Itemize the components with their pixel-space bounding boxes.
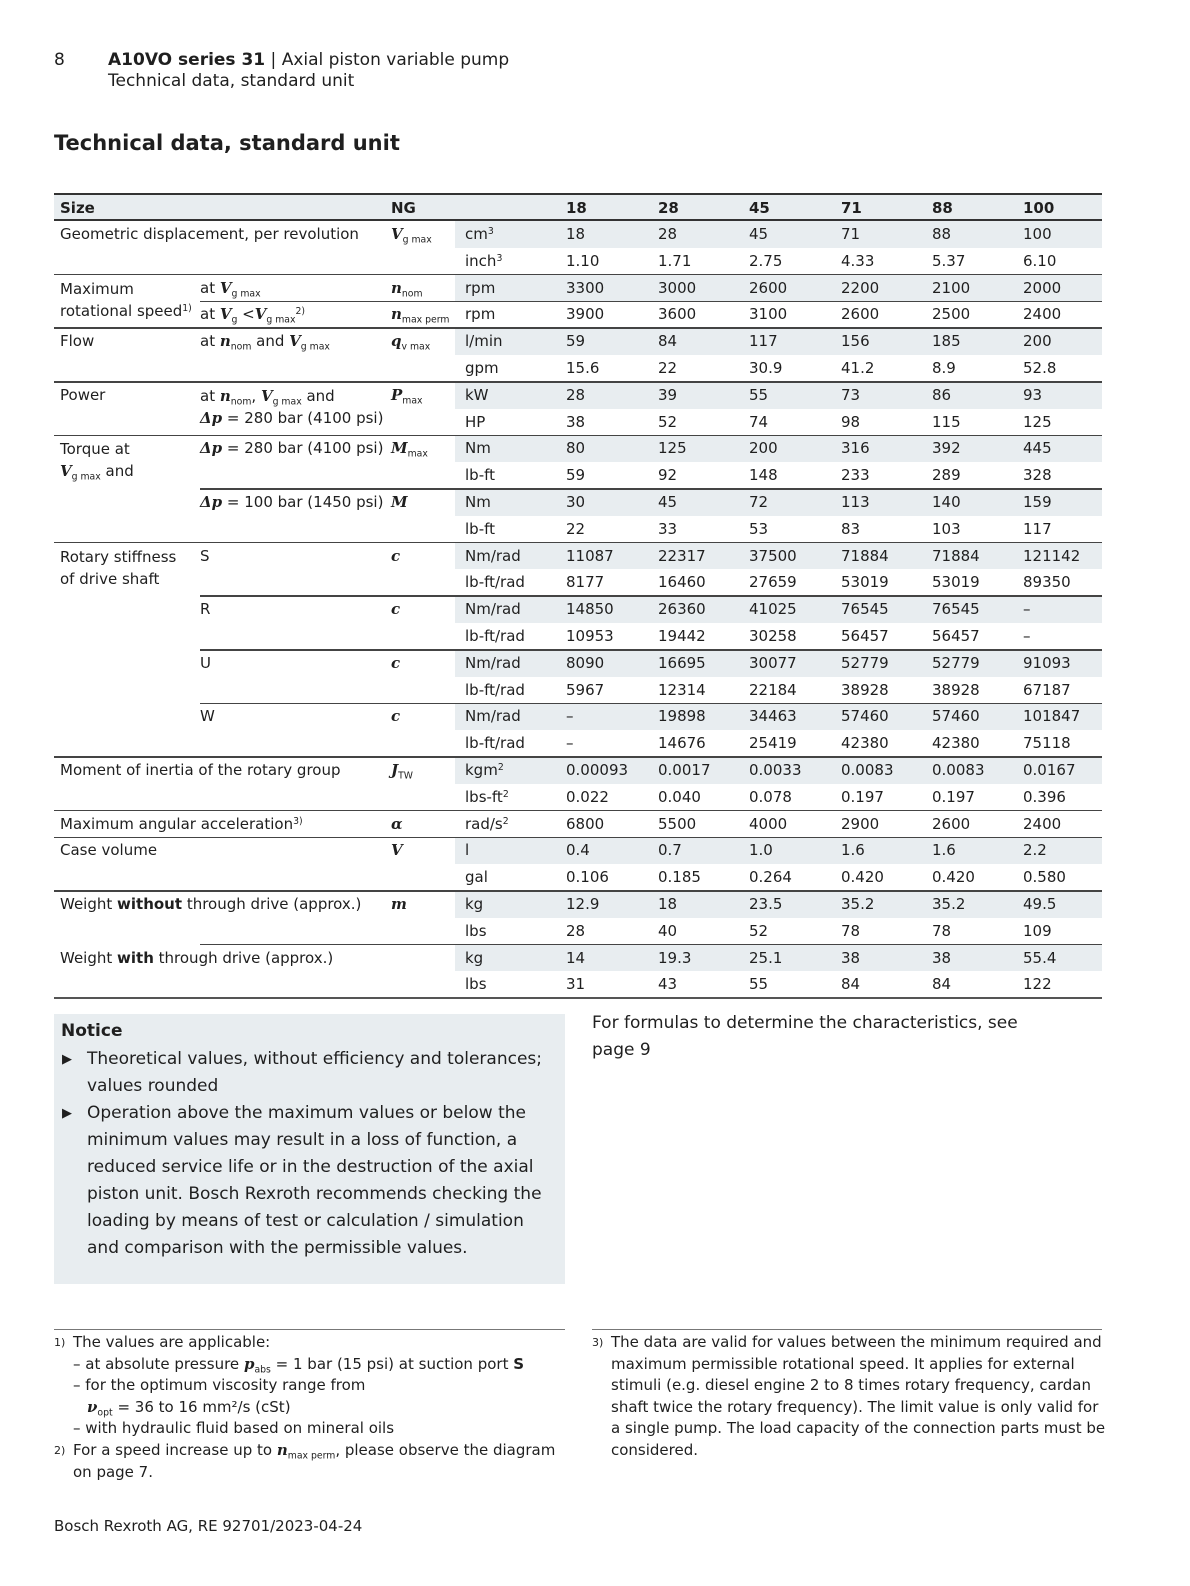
value-cell: 55.4: [1023, 948, 1057, 967]
condition-label: Δp = 280 bar (4100 psi): [200, 439, 384, 458]
value-cell: 0.420: [841, 868, 884, 887]
value-cell: 3000: [658, 278, 697, 297]
footnote-3: 3) The data are valid for values between the minimum required and maximum permissible rotational speed. It applies for external stimuli (e.g. diesel engine 2 to 8 times rotary frequency, cardan shaft twice the rotary frequency). The limit value is only valid for a single pump. The load capacity of the connection parts must be considered.: [592, 1333, 1106, 1459]
unit: lbs: [465, 921, 487, 940]
table-row: [54, 650, 1102, 677]
value-cell: 2000: [1023, 278, 1062, 297]
notice-title: Notice: [61, 1021, 123, 1041]
value-cell: 5500: [658, 814, 697, 833]
condition-label: Δp = 100 bar (1450 psi): [200, 492, 384, 511]
value-cell: 22: [658, 358, 678, 377]
value-cell: 0.0167: [1023, 760, 1076, 779]
value-cell: 2400: [1023, 814, 1062, 833]
unit: Nm/rad: [465, 546, 521, 565]
value-cell: 45: [749, 225, 769, 243]
value-cell: 74: [749, 412, 769, 431]
symbol: $n_{max perm}$: [391, 305, 450, 326]
value-cell: 18: [658, 894, 678, 913]
size-header: Size: [60, 199, 95, 217]
value-cell: 30: [566, 492, 586, 511]
table-row: [54, 864, 1102, 891]
value-cell: 8090: [566, 653, 605, 672]
value-cell: 328: [1023, 466, 1052, 485]
value-cell: 92: [658, 466, 678, 485]
value-cell: 8.9: [932, 358, 956, 377]
value-cell: 159: [1023, 492, 1052, 511]
symbol: $J_{TW}$: [391, 760, 413, 782]
value-cell: 78: [932, 921, 952, 940]
value-cell: 84: [841, 975, 861, 994]
footnote-divider: [592, 1329, 1102, 1330]
value-cell: 53019: [841, 573, 889, 592]
value-cell: 3100: [749, 305, 788, 324]
value-cell: 25419: [749, 734, 797, 753]
symbol: $M_{max}$: [391, 439, 428, 460]
value-cell: 23.5: [749, 894, 783, 913]
symbol: c: [391, 600, 401, 619]
running-header: A10VO series 31 | Axial piston variable pump Technical data, standard unit: [108, 50, 510, 91]
formula-reference: For formulas to determine the characteristics, see page 9: [592, 1013, 1018, 1060]
table-row: [54, 489, 1102, 516]
triangle-bullet-icon: ▶: [62, 1052, 72, 1067]
parameter-label: Weight without through drive (approx.): [60, 894, 362, 913]
section-name: Technical data, standard unit: [108, 71, 355, 91]
size-28-header: 28: [658, 199, 679, 217]
table-row: [54, 596, 1102, 623]
value-cell: 18: [566, 225, 586, 243]
value-cell: 1.6: [841, 841, 865, 860]
unit: kg: [465, 948, 484, 967]
footnote-1: 1) The values are applicable: – at absolute pressure $p_{abs} = 1$ bar (15 psi) at suction port S – for the optimum viscosity range from $\nu_{opt} = 36$ to 16 mm²/s (cSt) – with hydraulic fluid based on mineral oils 2) For a speed increase up to $n_{max perm}$, please observe the diagram on page 7.: [54, 1332, 569, 1483]
table-row: [54, 623, 1102, 650]
footnote-divider: [54, 1329, 565, 1330]
value-cell: 2.2: [1023, 841, 1047, 860]
value-cell: 83: [841, 519, 861, 538]
value-cell: 103: [932, 519, 961, 538]
value-cell: 8177: [566, 573, 605, 592]
value-cell: –: [1023, 626, 1031, 645]
value-cell: 76545: [841, 600, 889, 619]
table-row: [54, 248, 1102, 275]
unit: rpm: [465, 305, 496, 324]
value-cell: 2600: [749, 278, 788, 297]
value-cell: 41.2: [841, 358, 875, 377]
value-cell: 35.2: [932, 894, 966, 913]
value-cell: 200: [1023, 332, 1052, 351]
value-cell: 89350: [1023, 573, 1071, 592]
product-name: A10VO series 31: [108, 50, 266, 70]
value-cell: 2.75: [749, 251, 783, 270]
value-cell: 200: [749, 439, 778, 458]
value-cell: 25.1: [749, 948, 783, 967]
value-cell: 2900: [841, 814, 880, 833]
parameter-label: Maximum rotational speed$^{1)}$: [60, 279, 192, 320]
value-cell: 86: [932, 385, 952, 404]
table-row: [54, 355, 1102, 382]
value-cell: 148: [749, 466, 778, 485]
value-cell: 0.0033: [749, 760, 802, 779]
table-row: [54, 462, 1102, 489]
parameter-label: Power: [60, 385, 106, 404]
parameter-label: Geometric displacement, per revolution: [60, 225, 359, 243]
value-cell: 71884: [841, 546, 889, 565]
value-cell: 1.10: [566, 251, 600, 270]
table-row: [54, 328, 1102, 355]
unit: rpm: [465, 278, 496, 297]
table-row: [54, 784, 1102, 811]
table-row: [54, 971, 1102, 998]
value-cell: 22184: [749, 680, 797, 699]
parameter-label: Maximum angular acceleration$^{3)}$: [60, 814, 303, 833]
unit: lb-ft/rad: [465, 573, 525, 592]
parameter-label: Moment of inertia of the rotary group: [60, 760, 341, 779]
unit: rad/$s^2$: [465, 814, 509, 833]
value-cell: 19898: [658, 707, 706, 726]
value-cell: 2200: [841, 278, 880, 297]
technical-data-table: [54, 193, 1102, 998]
table-row: [54, 891, 1102, 918]
value-cell: 33: [658, 519, 678, 538]
value-cell: 1.0: [749, 841, 773, 860]
value-cell: 42380: [932, 734, 980, 753]
value-cell: 2500: [932, 305, 971, 324]
value-cell: 2100: [932, 278, 971, 297]
value-cell: 125: [1023, 412, 1052, 431]
symbol: $P_{max}$: [391, 385, 423, 407]
page-title: Technical data, standard unit: [54, 131, 400, 155]
value-cell: 52779: [932, 653, 980, 672]
symbol: m: [391, 894, 407, 913]
value-cell: 0.264: [749, 868, 792, 887]
value-cell: 38: [566, 412, 586, 431]
value-cell: 122: [1023, 975, 1052, 994]
unit: Nm/rad: [465, 653, 521, 672]
unit: HP: [465, 412, 486, 431]
value-cell: 30258: [749, 626, 797, 645]
value-cell: 19442: [658, 626, 706, 645]
value-cell: 121142: [1023, 546, 1081, 565]
value-cell: 6800: [566, 814, 605, 833]
value-cell: 49.5: [1023, 894, 1057, 913]
value-cell: 37500: [749, 546, 797, 565]
value-cell: 55: [749, 385, 769, 404]
value-cell: 10953: [566, 626, 614, 645]
unit: Nm/rad: [465, 600, 521, 619]
parameter-label: Case volume: [60, 841, 158, 860]
value-cell: 38928: [841, 680, 889, 699]
unit: kgm$^2$: [465, 760, 504, 779]
value-cell: 0.420: [932, 868, 975, 887]
value-cell: 0.022: [566, 787, 609, 806]
value-cell: 57460: [841, 707, 889, 726]
table-row: [54, 677, 1102, 704]
condition-label: at $n_{nom}$, $V_{g max}$ and Δp = 280 bar (4100 psi): [200, 386, 384, 427]
value-cell: 28: [566, 385, 586, 404]
unit: kg: [465, 894, 484, 913]
value-cell: 0.106: [566, 868, 609, 887]
table-row: [54, 301, 1102, 328]
value-cell: 39: [658, 385, 678, 404]
value-cell: –: [1023, 600, 1031, 619]
value-cell: 52: [749, 921, 769, 940]
value-cell: 4.33: [841, 251, 875, 270]
table-row: [54, 516, 1102, 543]
value-cell: 28: [658, 225, 678, 243]
value-cell: 27659: [749, 573, 797, 592]
size-71-header: 71: [841, 199, 862, 217]
value-cell: 392: [932, 439, 961, 458]
condition-label: S: [200, 546, 210, 565]
value-cell: 22317: [658, 546, 706, 565]
value-cell: 12.9: [566, 894, 600, 913]
value-cell: 53: [749, 519, 769, 538]
unit: $cm^3$: [465, 225, 494, 243]
value-cell: 2400: [1023, 305, 1062, 324]
value-cell: 38: [841, 948, 861, 967]
value-cell: 52: [658, 412, 678, 431]
size-45-header: 45: [749, 199, 770, 217]
condition-label: R: [200, 600, 211, 619]
value-cell: 16695: [658, 653, 706, 672]
table-row: [54, 945, 1102, 972]
value-cell: 3900: [566, 305, 605, 324]
unit: Nm/rad: [465, 707, 521, 726]
notice-box: [54, 1014, 565, 1284]
value-cell: 2600: [932, 814, 971, 833]
unit: Nm: [465, 439, 491, 458]
symbol: $q_{v max}$: [391, 332, 431, 353]
value-cell: 98: [841, 412, 861, 431]
table-row: [54, 811, 1102, 838]
value-cell: 156: [841, 332, 870, 351]
value-cell: 0.396: [1023, 787, 1066, 806]
value-cell: 71884: [932, 546, 980, 565]
unit: l/min: [465, 332, 503, 351]
value-cell: 5.37: [932, 251, 966, 270]
page-number: 8: [54, 50, 65, 70]
value-cell: 3300: [566, 278, 605, 297]
value-cell: 41025: [749, 600, 797, 619]
value-cell: 28: [566, 921, 586, 940]
value-cell: 80: [566, 439, 586, 458]
value-cell: 1.71: [658, 251, 692, 270]
value-cell: 75118: [1023, 734, 1071, 753]
value-cell: 233: [841, 466, 870, 485]
parameter-label: Weight with through drive (approx.): [60, 948, 334, 967]
value-cell: 0.040: [658, 787, 701, 806]
value-cell: 31: [566, 975, 586, 994]
value-cell: 6.10: [1023, 251, 1057, 270]
parameter-label: Torque at $V_{g max}$ and: [60, 440, 134, 483]
value-cell: 71: [841, 225, 861, 243]
value-cell: 140: [932, 492, 961, 511]
value-cell: 19.3: [658, 948, 692, 967]
table-header-row: [54, 193, 1102, 221]
value-cell: 16460: [658, 573, 706, 592]
table-row: [54, 221, 1102, 248]
value-cell: 289: [932, 466, 961, 485]
parameter-label: Flow: [60, 332, 95, 351]
value-cell: –: [566, 707, 574, 726]
symbol: V: [391, 841, 403, 860]
symbol: c: [391, 546, 401, 565]
value-cell: 56457: [841, 626, 889, 645]
value-cell: 0.197: [841, 787, 884, 806]
unit: lb-ft/rad: [465, 734, 525, 753]
symbol: $V_{g max}$: [391, 225, 432, 246]
value-cell: 52.8: [1023, 358, 1057, 377]
value-cell: 0.185: [658, 868, 701, 887]
value-cell: 11087: [566, 546, 614, 565]
value-cell: 15.6: [566, 358, 600, 377]
value-cell: 0.0083: [932, 760, 985, 779]
value-cell: 35.2: [841, 894, 875, 913]
value-cell: 3600: [658, 305, 697, 324]
unit: lb-ft: [465, 466, 495, 485]
unit: gal: [465, 868, 488, 887]
value-cell: 38: [932, 948, 952, 967]
table-row: [54, 569, 1102, 596]
value-cell: 56457: [932, 626, 980, 645]
table-row: [54, 757, 1102, 784]
value-cell: 14850: [566, 600, 614, 619]
triangle-bullet-icon: ▶: [62, 1106, 72, 1121]
value-cell: 45: [658, 492, 678, 511]
document-footer: Bosch Rexroth AG, RE 92701/2023-04-24: [54, 1517, 363, 1535]
unit: Nm: [465, 492, 491, 511]
unit: lb-ft/rad: [465, 626, 525, 645]
value-cell: 185: [932, 332, 961, 351]
size-88-header: 88: [932, 199, 953, 217]
value-cell: 73: [841, 385, 861, 404]
product-subtitle: Axial piston variable pump: [281, 50, 510, 70]
value-cell: 0.4: [566, 841, 590, 860]
value-cell: 91093: [1023, 653, 1071, 672]
value-cell: 0.0017: [658, 760, 711, 779]
notice-item: ▶ Theoretical values, without efficiency and tolerances; values rounded: [61, 1046, 557, 1100]
table-row: [54, 730, 1102, 757]
value-cell: 4000: [749, 814, 788, 833]
value-cell: 117: [1023, 519, 1052, 538]
value-cell: 115: [932, 412, 961, 431]
value-cell: 0.197: [932, 787, 975, 806]
size-100-header: 100: [1023, 199, 1055, 217]
value-cell: 88: [932, 225, 952, 243]
value-cell: 100: [1023, 225, 1052, 243]
unit: lb-ft: [465, 519, 495, 538]
table-row: [54, 918, 1102, 945]
symbol: c: [391, 653, 401, 672]
unit: kW: [465, 385, 489, 404]
value-cell: 12314: [658, 680, 706, 699]
value-cell: 84: [932, 975, 952, 994]
notice-item: ▶ Operation above the maximum values or below the minimum values may result in a loss of function, a reduced service life or in the destruction of the axial piston unit. Bosch Rexroth recommends checking the loading by means of test or calculation / simulation and comparison with the permissible values.: [61, 1100, 557, 1262]
condition-label: at $V_{g max}$: [200, 278, 261, 299]
value-cell: 93: [1023, 385, 1043, 404]
unit: gpm: [465, 358, 499, 377]
value-cell: 22: [566, 519, 586, 538]
value-cell: 26360: [658, 600, 706, 619]
condition-label: W: [200, 707, 215, 726]
value-cell: 38928: [932, 680, 980, 699]
unit: lbs-$ft^2$: [465, 787, 509, 806]
symbol: M: [391, 492, 408, 511]
value-cell: 445: [1023, 439, 1052, 458]
value-cell: 125: [658, 439, 687, 458]
value-cell: 78: [841, 921, 861, 940]
value-cell: 0.580: [1023, 868, 1066, 887]
value-cell: 30.9: [749, 358, 783, 377]
value-cell: 34463: [749, 707, 797, 726]
value-cell: 59: [566, 466, 586, 485]
value-cell: 76545: [932, 600, 980, 619]
unit: lb-ft/rad: [465, 680, 525, 699]
value-cell: 2600: [841, 305, 880, 324]
value-cell: 0.7: [658, 841, 682, 860]
unit: lbs: [465, 975, 487, 994]
table-row: [54, 703, 1102, 730]
symbol: α: [391, 814, 403, 833]
value-cell: 57460: [932, 707, 980, 726]
symbol: $n_{nom}$: [391, 278, 423, 299]
value-cell: 109: [1023, 921, 1052, 940]
value-cell: 84: [658, 332, 678, 351]
footnote-2: 2) For a speed increase up to $n_{max perm}$, please observe the diagram on page 7.: [54, 1440, 556, 1481]
value-cell: 42380: [841, 734, 889, 753]
value-cell: 316: [841, 439, 870, 458]
value-cell: 55: [749, 975, 769, 994]
value-cell: 30077: [749, 653, 797, 672]
table-row: [54, 837, 1102, 864]
value-cell: 113: [841, 492, 870, 511]
condition-label: U: [200, 653, 211, 672]
value-cell: 53019: [932, 573, 980, 592]
value-cell: 0.0083: [841, 760, 894, 779]
value-cell: 52779: [841, 653, 889, 672]
value-cell: 14676: [658, 734, 706, 753]
value-cell: 67187: [1023, 680, 1071, 699]
table-row: [54, 409, 1102, 436]
ng-header: NG: [391, 199, 416, 217]
value-cell: 0.078: [749, 787, 792, 806]
unit: l: [465, 841, 470, 860]
value-cell: 40: [658, 921, 678, 940]
value-cell: 14: [566, 948, 586, 967]
value-cell: 43: [658, 975, 678, 994]
value-cell: 72: [749, 492, 769, 511]
value-cell: 101847: [1023, 707, 1081, 726]
value-cell: 1.6: [932, 841, 956, 860]
unit: inch$^3$: [465, 251, 503, 270]
value-cell: 5967: [566, 680, 605, 699]
parameter-label: Rotary stiffness of drive shaft: [60, 547, 177, 588]
value-cell: 59: [566, 332, 586, 351]
value-cell: 0.00093: [566, 760, 629, 779]
table-body: [54, 221, 1102, 998]
condition-label: at $V_g <V_{g max}^{2)}$: [200, 305, 306, 326]
value-cell: –: [566, 734, 574, 753]
value-cell: 117: [749, 332, 778, 351]
size-18-header: 18: [566, 199, 587, 217]
symbol: c: [391, 707, 401, 726]
condition-label: at $n_{nom}$ and $V_{g max}$: [200, 332, 330, 353]
